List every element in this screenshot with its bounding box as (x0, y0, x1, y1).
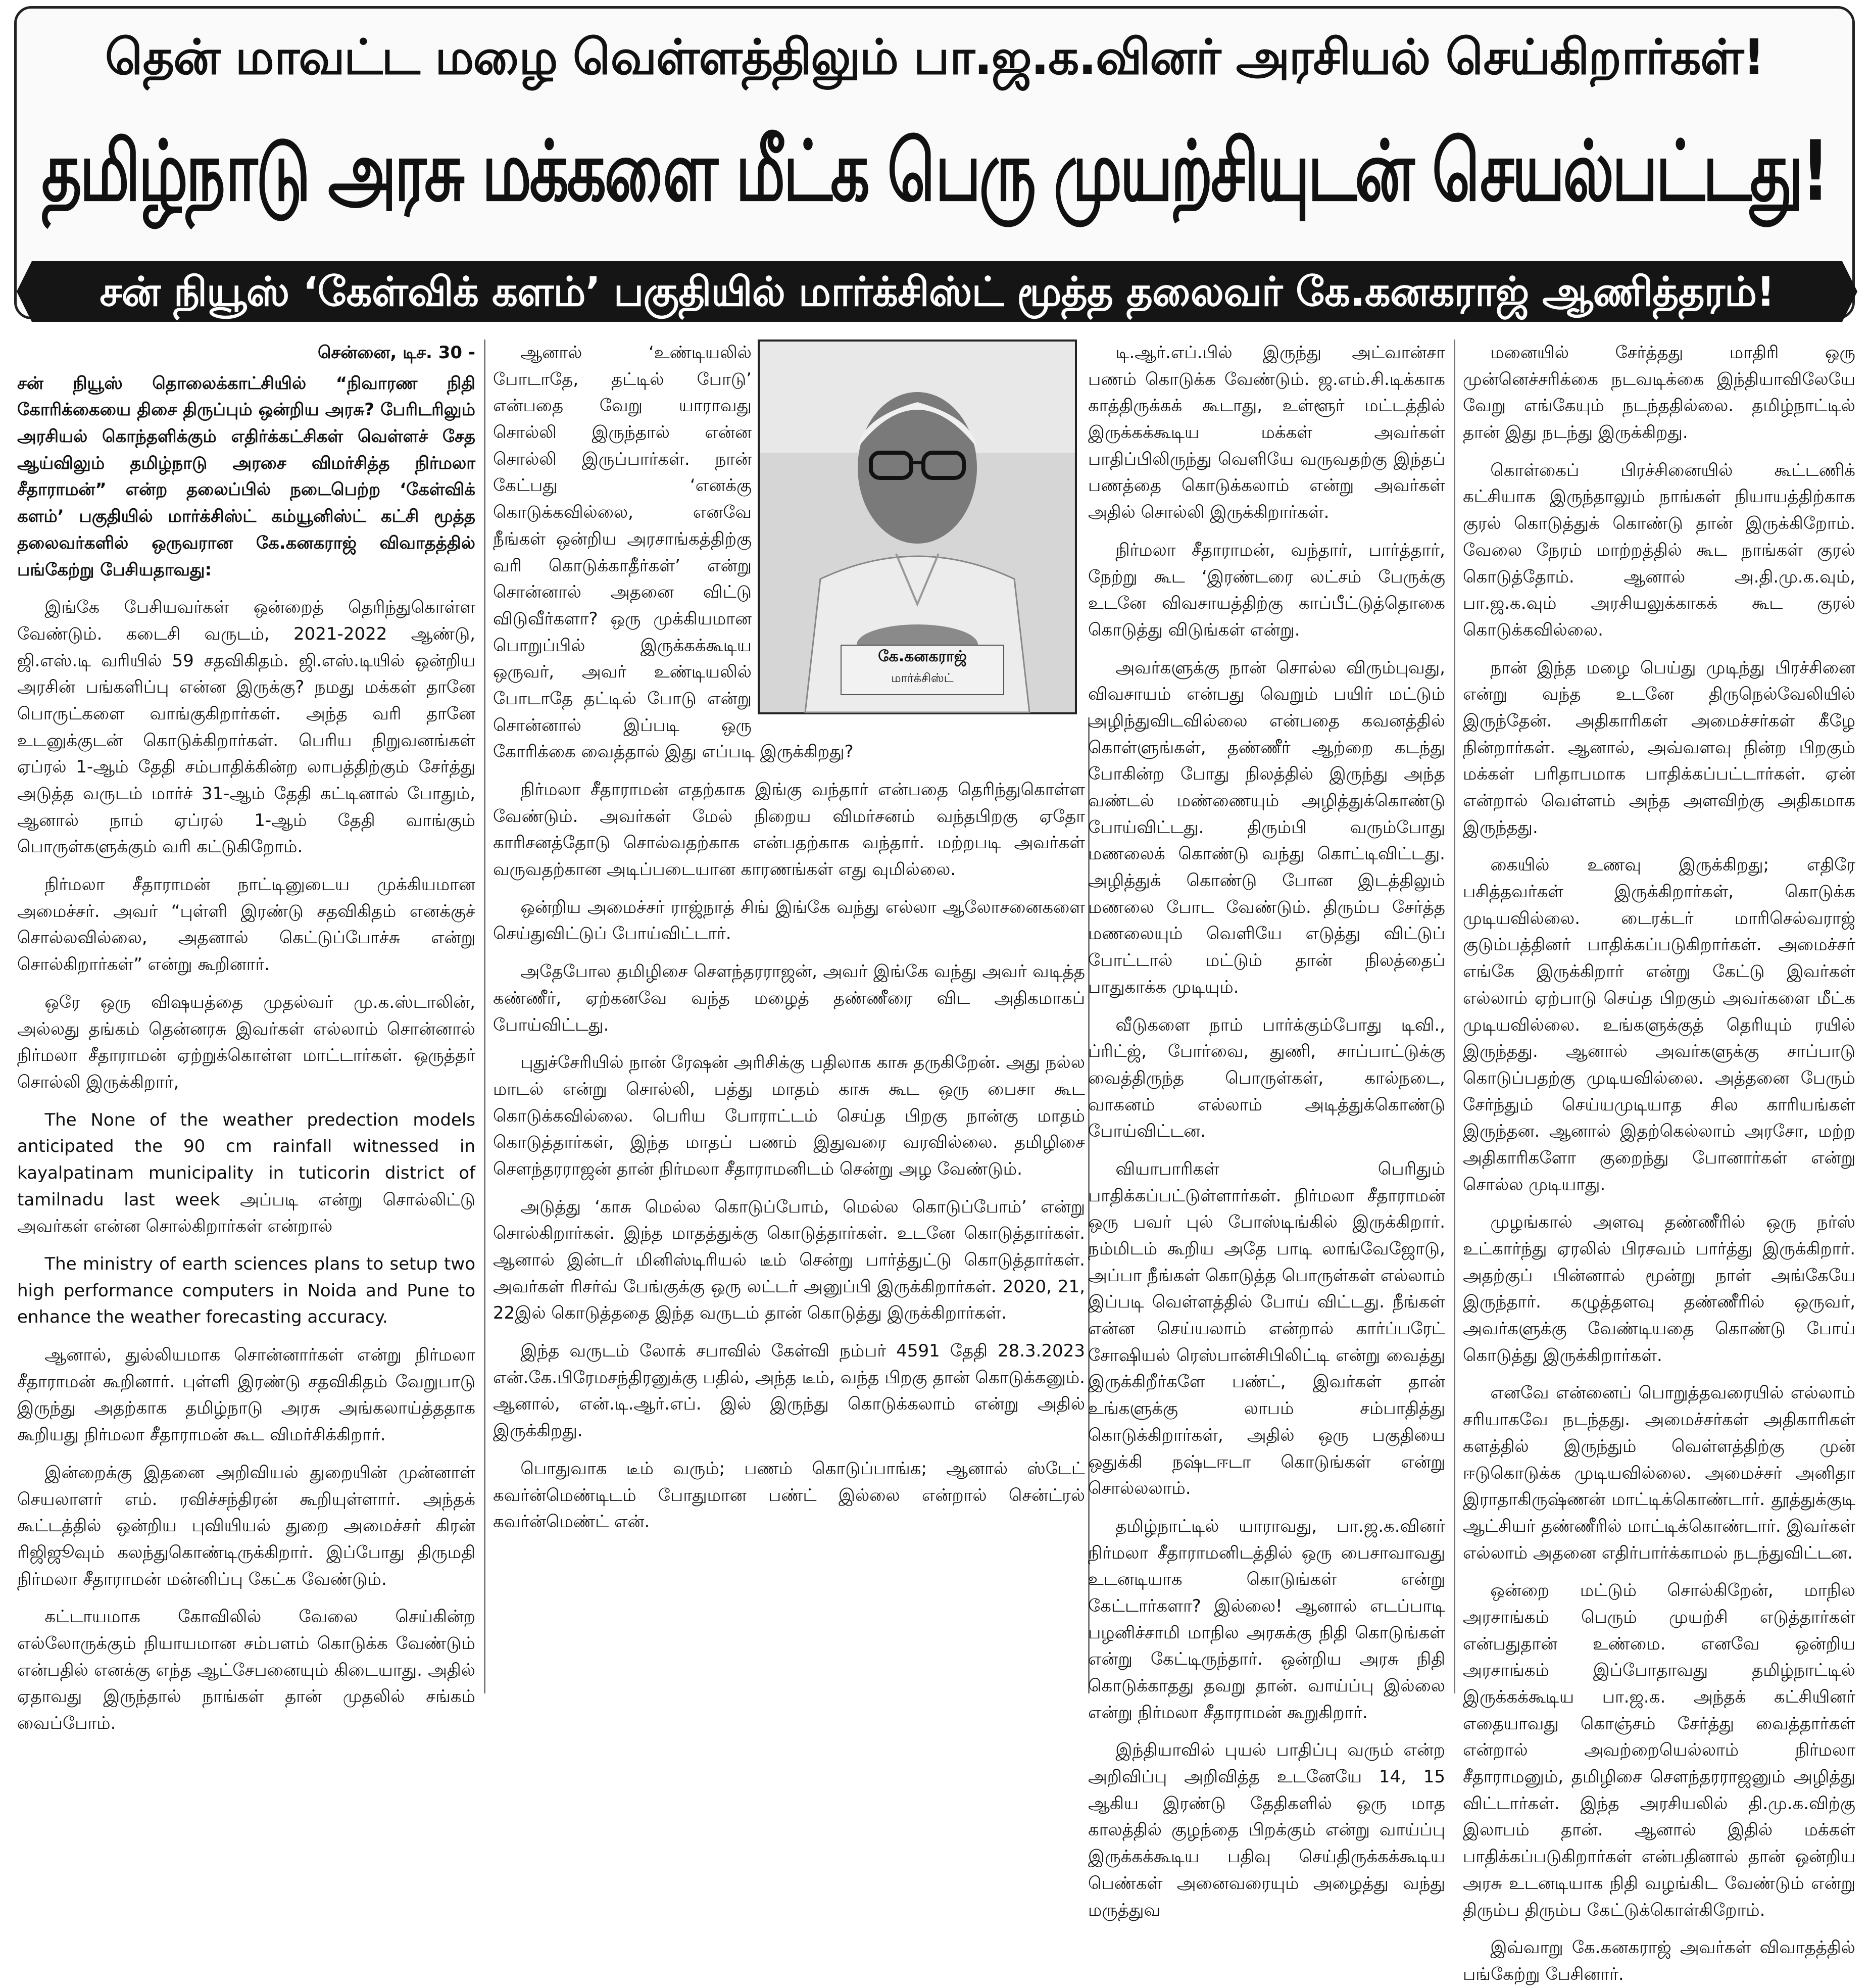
caption-role: மார்க்சிஸ்ட் (891, 671, 954, 685)
paragraph: வியாபாரிகள் பெரிதும் பாதிக்கப்பட்டுள்ளார்கள். நிர்மலா சீதாராமன் ஒரு பவர் புல் போஸ்டிங்கில் இருக்கிறார். நம்மிடம் கூறிய அதே பாடி லாங்வேஜோடு, அப்பா நீங்கள் கொடுத்த பொருள்கள் எல்லாம் இப்படி வெள்ளத்தில் போய் விட்டது. நீங்கள் என்ன செய்யலாம் என்றால் கார்ப்பரேட் சோஷியல் ரெஸ்பான்சிபிலிட்டி என்று வைத்து இருக்கிறீர்களே பண்ட், இவர்கள் தான் உங்களுக்கு லாபம் சம்பாதித்து கொடுக்கிறார்கள், அதில் ஒரு பகுதியை ஒதுக்கி நஷ்டஈடா கொடுங்கள் என்று சொல்லலாம். (1088, 1158, 1445, 1499)
paragraph: ஆனால், துல்லியமாக சொன்னார்கள் என்று நிர்மலா சீதாராமன் கூறினார். புள்ளி இரண்டு சதவிகிதம் வேறுபாடு இருந்து அதற்காக தமிழ்நாடு அரசு அங்கலாய்த்ததாக கூறியது நிர்மலா சீதாராமன் கூட விமர்சிக்கிறார். (17, 1345, 475, 1445)
article-column-1 (10, 340, 482, 1733)
article-column-4 (1456, 340, 1862, 1984)
paragraph: எனவே என்னைப் பொறுத்தவரையில் எல்லாம் சரியாகவே நடந்தது. அமைச்சர்கள் அதிகாரிகள் களத்தில் இருந்தும் வெள்ளத்திற்கு முன் ஈடுகொடுக்க முடியவில்லை. அமைச்சர் அனிதா இராதாகிருஷ்ணன் மாட்டிக்கொண்டார். தூத்துக்குடி ஆட்சியர் தண்ணீரில் மாட்டிக்கொண்டார். இவர்கள் எல்லாம் அதனை எதிர்பார்க்காமல் நடந்துவிட்டன. (1463, 1383, 1855, 1563)
paragraph: ஒரே ஒரு விஷயத்தை முதல்வர் மு.க.ஸ்டாலின், அல்லது தங்கம் தென்னரசு இவர்கள் எல்லாம் சொன்னால் நிர்மலா சீதாராமன் ஏற்றுக்கொள்ள மாட்டார்கள். ஒருத்தர் சொல்லி இருக்கிறார், (17, 992, 475, 1092)
caption-name: கே.கனகராஜ் (878, 648, 967, 665)
photo-caption (841, 645, 1004, 695)
paragraph: இந்தியாவில் புயல் பாதிப்பு வரும் என்ற அறிவிப்பு அறிவித்த உடனேயே 14, 15 ஆகிய இரண்டு தேதிகளில் ஒரு மாத காலத்தில் குழந்தை பிறக்கும் என்று வாய்ப்பு இருக்கக்கூடிய பதிவு செய்திருக்கக்கூடிய பெண்கள் அனைவரையும் அழைத்து வந்து மருத்துவ (1088, 1740, 1445, 1920)
paragraph: The ministry of earth sciences plans to setup two high performance computers in Noida and Pune to enhance the weather forecasting accuracy. (17, 1254, 475, 1328)
sub-headline: சன் நியூஸ் ‘கேள்விக் களம்’ பகுதியில் மார்க்சிஸ்ட் மூத்த தலைவர் கே.கனகராஜ் ஆணித்தரம்! (100, 268, 1775, 315)
paragraph: ஒன்றை மட்டும் சொல்கிறேன், மாநில அரசாங்கம் பெரும் முயற்சி எடுத்தார்கள் என்பதுதான் உண்மை. எனவே ஒன்றிய அரசாங்கம் இப்போதாவது தமிழ்நாட்டில் இருக்கக்கூடிய பா.ஜ.க. அந்தக் கட்சியினர் எதையாவது கொஞ்சம் சேர்த்து வைத்தார்கள் என்றால் அவற்றையெல்லாம் நிர்மலா சீதாராமனும், தமிழிசை சௌந்தரராஜனும் அழித்து விட்டார்கள். இந்த அரசியலில் தி.மு.க.விற்கு இலாபம் தான். ஆனால் இதில் மக்கள் பாதிக்கப்படுகிறார்கள் என்பதினால் தான் ஒன்றிய அரசு உடனடியாக நிதி வழங்கிட வேண்டும் என்று திரும்ப திரும்ப கேட்டுக்கொள்கிறோம். (1463, 1580, 1855, 1920)
headline-box (14, 6, 1855, 319)
paragraph: அதேபோல தமிழிசை சௌந்தரராஜன், அவர் இங்கே வந்து அவர் வடித்த கண்ணீர், ஏற்கனவே வந்த மழைத் தண்ணீரை விட அதிகமாகப் போய்விட்டது. (493, 961, 1085, 1035)
paragraph: கொள்கைப் பிரச்சினையில் கூட்டணிக் கட்சியாக இருந்தாலும் நாங்கள் நியாயத்திற்காக குரல் கொடுத்துக் கொண்டு தான் இருக்கிறோம். வேலை நேரம் மாற்றத்தில் கூட நாங்கள் குரல் கொடுத்தோம். ஆனால் அ.தி.மு.க.வும், பா.ஜ.க.வும் அரசியலுக்காகக் கூட குரல் கொடுக்கவில்லை. (1463, 460, 1855, 640)
column-divider (1454, 340, 1455, 1693)
paragraph: The None of the weather predection models anticipated the 90 cm rainfall witnessed in kayalpatinam municipality in tuticorin district of tamilnadu last week அப்படி என்று சொல்லிட்டு அவர்கள் என்ன சொல்கிறார்கள் என்றால் (17, 1109, 475, 1237)
paragraph: டி.ஆர்.எப்.பில் இருந்து அட்வான்சா பணம் கொடுக்க வேண்டும். ஜ.எம்.சி.டிக்காக காத்திருக்கக் கூடாது, உள்ளூர் மட்டத்தில் இருக்கக்கூடிய மக்கள் அவர்கள் பாதிப்பிலிருந்து வெளியே வருவதற்கு இந்தப் பணத்தை கொடுக்கலாம் என்று அவர்கள் அதில் சொல்லி இருக்கிறார்கள். (1088, 343, 1445, 523)
paragraph: கையில் உணவு இருக்கிறது; எதிரே பசித்தவர்கள் இருக்கிறார்கள், கொடுக்க முடியவில்லை. டைரக்டர் மாரிசெல்வராஜ் குடும்பத்தினர் பாதிக்கப்படுகிறார்கள். அமைச்சர் எங்கே இருக்கிறார் என்று கேட்டு இவர்கள் எல்லாம் ஏற்பாடு செய்த பிறகும் அவர்களை மீட்க முடியவில்லை. உங்களுக்குத் தெரியும் ரயில் இருந்தது. ஆனால் அவர்களுக்கு சாப்பாடு கொடுப்பதற்கு முடியவில்லை. அத்தனை பேரும் சேர்ந்தும் செய்யமுடியாத சில காரியங்கள் இருந்தன. ஆனால் இதற்கெல்லாம் அரசோ, மற்ற அதிகாரிகளோ குறைந்து போனார்கள் என்று சொல்ல முடியாது. (1463, 855, 1855, 1195)
paragraph: முழங்கால் அளவு தண்ணீரில் ஒரு நர்ஸ் உட்கார்ந்து ஏரலில் பிரசவம் பார்த்து இருக்கிறார். அதற்குப் பின்னால் மூன்று நாள் அங்கேயே இருந்தார். கழுத்தளவு தண்ணீரில் ஒருவர், அவர்களுக்கு வேண்டியதை கொண்டு போய் கொடுத்து இருக்கிறார்கள். (1463, 1212, 1855, 1366)
main-headline: தமிழ்நாடு அரசு மக்களை மீட்க பெரு முயற்சியுடன் செயல்பட்டது! (41, 123, 1828, 220)
paragraph: ஒன்றிய அமைச்சர் ராஜ்நாத் சிங் இங்கே வந்து எல்லா ஆலோசனைகளை செய்துவிட்டுப் போய்விட்டார். (493, 897, 1085, 944)
paragraph: இந்த வருடம் லோக் சபாவில் கேள்வி நம்பர் 4591 தேதி 28.3.2023 என்.கே.பிரேமசந்திரனுக்கு பதில், அந்த டீம், வந்த பிறகு தான் கொடுக்கனும். ஆனால், என்.டி.ஆர்.எப். இல் இருந்து கொடுக்கலாம் என்று அதில் இருக்கிறது. (493, 1341, 1085, 1441)
paragraph: மனையில் சேர்த்தது மாதிரி ஒரு முன்னெச்சரிக்கை நடவடிக்கை இந்தியாவிலேயே வேறு எங்கேயும் நடந்ததில்லை. தமிழ்நாட்டில் தான் இது நடந்து இருக்கிறது. (1463, 343, 1855, 443)
paragraph: தமிழ்நாட்டில் யாராவது, பா.ஜ.க.வினர் நிர்மலா சீதாராமனிடத்தில் ஒரு பைசாவாவது உடனடியாக கொடுங்கள் என்று கேட்டார்களா? இல்லை! ஆனால் எடப்பாடி பழனிச்சாமி மாநில அரசுக்கு நிதி கொடுங்கள் என்று கேட்டிருந்தார். ஒன்றிய அரசு நிதி கொடுக்காதது தவறு தான். வாய்ப்பு இல்லை என்று நிர்மலா சீதாராமன் கூறுகிறார். (1088, 1516, 1445, 1723)
paragraph: நிர்மலா சீதாராமன் எதற்காக இங்கு வந்தார் என்பதை தெரிந்துகொள்ள வேண்டும். அவர்கள் மேல் நிறைய விமர்சனம் வந்தபிறகு ஏதோ காரிசனத்தோடு சொல்வதற்காக என்பதற்காக வந்தார். மற்றபடி அவர்கள் வருவதற்கான அடிப்படையான காரணங்கள் எது வுமில்லை. (493, 780, 1085, 880)
paragraph: இங்கே பேசியவர்கள் ஒன்றைத் தெரிந்துகொள்ள வேண்டும். கடைசி வருடம், 2021-2022 ஆண்டு, ஜி.எஸ்.டி வரியில் 59 சதவிகிதம். ஜி.எஸ்.டியில் ஒன்றிய அரசின் பங்களிப்பு என்ன இருக்கு? நமது மக்கள் தானே பொருட்களை வாங்குகிறார்கள். அந்த வரி தானே உடனுக்குடன் கொடுக்கிறார்கள். பெரிய நிறுவனங்கள் ஏப்ரல் 1-ஆம் தேதி சம்பாதிக்கின்ற லாபத்திற்கும் சேர்த்து அடுத்த வருடம் மார்ச் 31-ஆம் தேதி கட்டினால் போதும், ஆனால் நாம் ஏப்ரல் 1-ஆம் தேதி வாங்கும் பொருள்களுக்கும் வரி கட்டுகிறோம். (17, 597, 475, 857)
paragraph: நான் இந்த மழை பெய்து முடிந்து பிரச்சினை என்று வந்த உடனே திருநெல்வேலியில் இருந்தேன். அதிகாரிகள் அமைச்சர்கள் கீழே நின்றார்கள். ஆனால், அவ்வளவு நின்ற பிறகும் மக்கள் பரிதாபமாக பாதிக்கப்பட்டார்கள். ஏன் என்றால் வெள்ளம் அந்த அளவிற்கு அதிகமாக இருந்தது. (1463, 657, 1855, 838)
kicker-headline: தென் மாவட்ட மழை வெள்ளத்திலும் பா.ஜ.க.வினர் அரசியல் செய்கிறார்கள்! (105, 29, 1764, 85)
paragraph: கட்டாயமாக கோவிலில் வேலை செய்கின்ற எல்லோருக்கும் நியாயமான சம்பளம் கொடுக்க வேண்டும் என்பதில் எனக்கு எந்த ஆட்சேபனையும் கிடையாது. அதில் ஏதாவது இருந்தால் நாங்கள் தான் முதலில் சங்கம் வைப்போம். (17, 1607, 475, 1733)
paragraph: புதுச்சேரியில் நான் ரேஷன் அரிசிக்கு பதிலாக காசு தருகிறேன். அது நல்ல மாடல் என்று சொல்லி, பத்து மாதம் காசு கூட ஒரு பைசா கூட கொடுக்கவில்லை. பெரிய போராட்டம் செய்த பிறகு நான்கு மாதம் கொடுத்தார்கள், இந்த மாதப் பணம் இதுவரை வரவில்லை. தமிழிசை சௌந்தரராஜன் தான் நிர்மலா சீதாராமனிடம் சென்று அழ வேண்டும். (493, 1052, 1085, 1179)
article-lead: சன் நியூஸ் தொலைக்காட்சியில் “நிவாரண நிதி கோரிக்கையை திசை திருப்பும் ஒன்றிய அரசு? பேரிடரிலும் அரசியல் கொந்தளிக்கும் எதிர்க்கட்சிகள் வெள்ளச் சேத ஆய்விலும் தமிழ்நாடு அரசை விமர்சித்த நிர்மலா சீதாராமன்” என்ற தலைப்பில் நடைபெற்ற ‘கேள்விக் களம்’ பகுதியில் மார்க்சிஸ்ட் கம்யூனிஸ்ட் கட்சி மூத்த தலைவர்களில் ஒருவரான கே.கனகராஜ் விவாதத்தில் பங்கேற்று பேசியதாவது: (17, 373, 475, 580)
paragraph: பொதுவாக டீம் வரும்; பணம் கொடுப்பாங்க; ஆனால் ஸ்டேட் கவர்ன்மெண்டிடம் போதுமான பண்ட் இல்லை என்றால் சென்ட்ரல் கவர்ன்மெண்ட் என். (493, 1458, 1085, 1532)
paragraph: அவர்களுக்கு நான் சொல்ல விரும்புவது, விவசாயம் என்பது வெறும் பயிர் மட்டும் அழிந்துவிடவில்லை என்பதை கவனத்தில் கொள்ளுங்கள், தண்ணீர் ஆற்றை கடந்து போகின்ற போது நிலத்தில் இருந்து அந்த வண்டல் மண்ணையும் அழித்துக்கொண்டு போய்விட்டது. திரும்பி வரும்போது மணலைக் கொண்டு வந்து கொட்டிவிட்டது. அழித்துக் கொண்டு போன இடத்திலும் மணலை போட வேண்டும். திரும்ப சேர்த்த மணலையும் வெளியே எடுத்து விட்டுப் போட்டால் மட்டும் தான் நிலத்தைப் பாதுகாக்க முடியும். (1088, 657, 1445, 997)
dateline: சென்னை, டிச. 30 - (317, 343, 475, 363)
paragraph: இன்றைக்கு இதனை அறிவியல் துறையின் முன்னாள் செயலாளர் எம். ரவிச்சந்திரன் கூறியுள்ளார். அந்தக் கூட்டத்தில் ஒன்றிய புவியியல் துறை அமைச்சர் கிரன் ரிஜிஜூவும் கலந்துகொண்டிருக்கிறார். இப்போது திருமதி நிர்மலா சீதாராமன் மன்னிப்பு கேட்க வேண்டும். (17, 1462, 475, 1589)
article-column-3 (1081, 340, 1452, 1920)
paragraph: ஆனால் ‘உண்டியலில் போடாதே, தட்டில் போடு’ என்பதை வேறு யாராவது சொல்லி இருந்தால் என்ன சொல்லி இருப்பார்கள். நான் கேட்பது ‘எனக்கு கொடுக்கவில்லை, எனவே நீங்கள் ஒன்றிய அரசாங்கத்திற்கு வரி கொடுக்காதீர்கள்’ என்று சொன்னால் அதனை விட்டு விடுவீர்களா? ஒரு முக்கியமான பொறுப்பில் இருக்கக்கூடிய ஒருவர், அவர் உண்டியலில் போடாதே தட்டில் போடு என்று சொன்னால் இப்படி ஒரு கோரிக்கை வைத்தால் இது எப்படி இருக்கிறது? (493, 343, 854, 762)
paragraph: இவ்வாறு கே.கனகராஜ் அவர்கள் விவாதத்தில் பங்கேற்று பேசினார். (1463, 1937, 1855, 1984)
speaker-photo (758, 340, 1077, 714)
paragraph: அடுத்து ‘காசு மெல்ல கொடுப்போம், மெல்ல கொடுப்போம்’ என்று சொல்கிறார்கள். இந்த மாதத்துக்கு கொடுத்தார்கள். உடனே கொடுத்தார்கள். ஆனால் இன்டர் மினிஸ்டிரியல் டீம் சென்று பார்த்துட்டு கொடுத்தார்கள். அவர்கள் ரிசர்வ் பேங்குக்கு ஒரு லட்டர் அனுப்பி இருக்கிறார்கள். 2020, 21, 22இல் கொடுத்ததை இந்த வருடம் தான் கொடுத்து இருக்கிறார்கள். (493, 1196, 1085, 1324)
paragraph: நிர்மலா சீதாராமன், வந்தார், பார்த்தார், நேற்று கூட ‘இரண்டரை லட்சம் பேருக்கு உடனே விவசாயத்திற்கு காப்பீட்டுத்தொகை கொடுத்து விடுங்கள் என்று. (1088, 540, 1445, 640)
paragraph: வீடுகளை நாம் பார்க்கும்போது டிவி., ப்ரிட்ஜ், போர்வை, துணி, சாப்பாட்டுக்கு வைத்திருந்த பொருள்கள், கால்நடை, வாகனம் எல்லாம் அடித்துக்கொண்டு போய்விட்டன. (1088, 1014, 1445, 1142)
sub-headline-band (32, 261, 1842, 322)
column-divider (484, 340, 485, 1693)
paragraph: நிர்மலா சீதாராமன் நாட்டினுடைய முக்கியமான அமைச்சர். அவர் “புள்ளி இரண்டு சதவிகிதம் எனக்குச் சொல்லவில்லை, அதனால் கெட்டுப்போச்சு என்று சொல்கிறார்கள்” என்று கூறினார். (17, 875, 475, 975)
